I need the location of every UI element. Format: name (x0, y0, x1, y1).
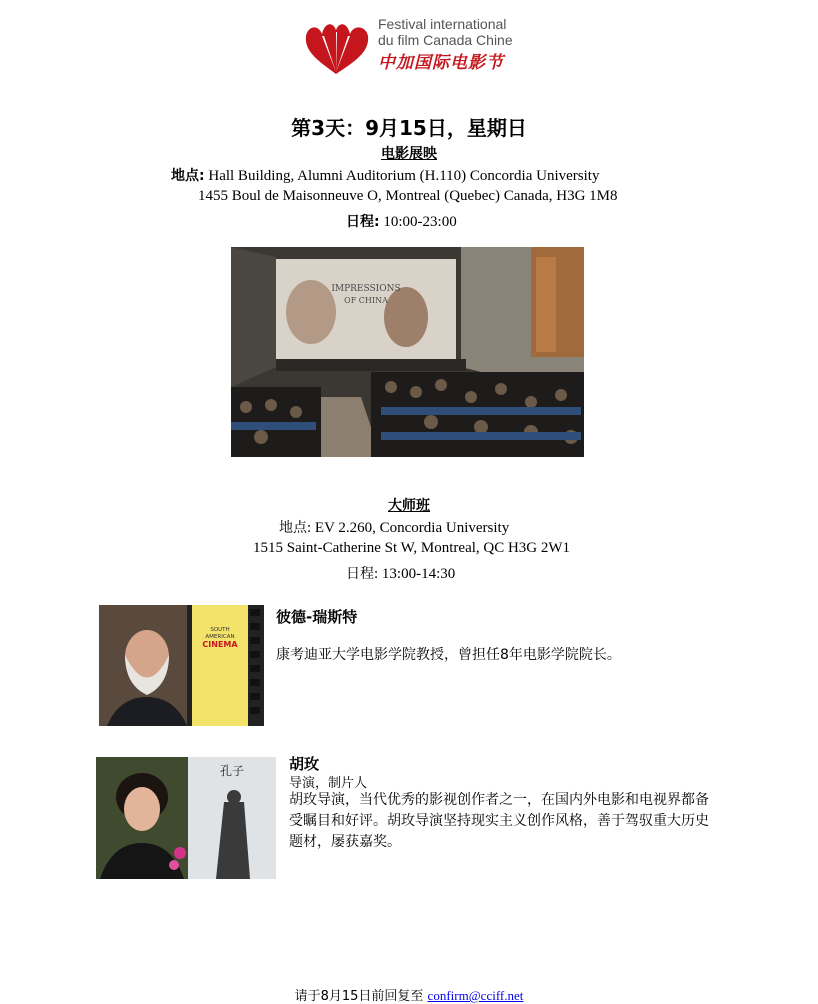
screening-heading: 电影展映 (381, 146, 437, 162)
screening-schedule (346, 211, 457, 231)
speaker-name-2: 胡玫 (289, 755, 320, 773)
screen-title-line1: IMPRESSIONS (331, 284, 401, 294)
speaker-bio-1: 康考迪亚大学电影学院教授，曾担任8年电影学院院长。 (276, 647, 621, 663)
masterclass-location (279, 517, 509, 537)
screening-location (171, 165, 599, 185)
logo-chinese-text: 中加国际电影节 (378, 53, 504, 73)
speaker-role-2: 导演，制片人 (289, 776, 368, 791)
masterclass-address: 1515 Saint-Catherine St W, Montreal, QC H3G 2W1 (253, 540, 571, 556)
day-title: 第3天：9月15日，星期日 (291, 116, 527, 140)
book-title-line3: CINEMA (202, 640, 238, 649)
auditorium-photo (231, 247, 584, 457)
screening-schedule-label: 日程: (346, 214, 380, 230)
screening-address: 1455 Boul de Maisonneuve O, Montreal (Quebec) Canada, H3G 1M8 (198, 188, 618, 204)
festival-logo (300, 12, 515, 78)
masterclass-schedule-value: : 13:00-14:30 (374, 566, 456, 582)
speaker-bio-2: 胡玫导演，当代优秀的影视创作者之一，在国内外电影和电视界都备受瞩目和好评。胡玫导演坚持现实主义创作风格，善于驾驭重大历史题材，屡获嘉奖。 (289, 792, 709, 850)
masterclass-schedule (346, 563, 455, 583)
speaker-name-1: 彼德-瑞斯特 (276, 608, 358, 626)
masterclass-heading: 大师班 (388, 498, 430, 514)
rsvp-footer (0, 985, 818, 1004)
ginkgo-leaf-icon (300, 12, 374, 76)
screening-location-line1: Hall Building, Alumni Auditorium (H.110) Concordia University (204, 168, 600, 184)
masterclass-schedule-label: 日程 (346, 566, 374, 582)
poster-title: 孔子 (219, 764, 245, 778)
screening-schedule-value: 10:00-23:00 (379, 214, 457, 230)
screening-location-label: 地点: (171, 168, 205, 184)
book-title-line2: AMERICAN (205, 634, 235, 640)
screen-title-line2: OF CHINA (344, 296, 388, 305)
speaker-photo-2 (96, 757, 276, 879)
masterclass-location-line1: : EV 2.260, Concordia University (307, 520, 510, 536)
logo-text-line2: du film Canada Chine (378, 32, 513, 48)
book-title-line1: SOUTH (210, 627, 230, 633)
logo-text-line1: Festival international (378, 16, 507, 32)
masterclass-location-label: 地点 (279, 520, 307, 536)
rsvp-email-link[interactable]: confirm@cciff.net (427, 988, 524, 1003)
rsvp-text: 请于8月15日前回复至 (294, 989, 428, 1004)
speaker-photo-1 (99, 605, 264, 726)
